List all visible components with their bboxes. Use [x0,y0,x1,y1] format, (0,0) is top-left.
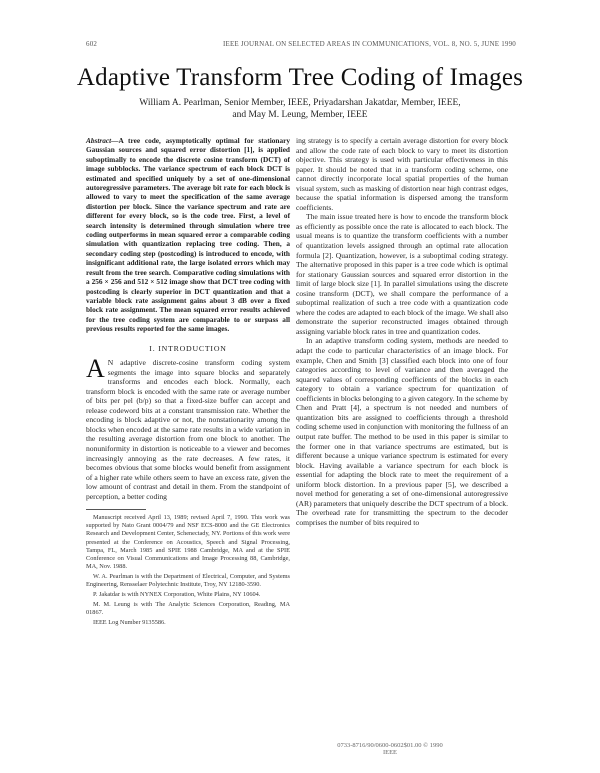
author-list [110,97,490,121]
body-paragraph: The main issue treated here is how to encode the transform block as efficiently as possible once the rate is allocated to each block. The usual means is to quantize the transform coefficients with a number of quantization levels assigned through an optimal rate allocation formula [2]. Quantization, however, is a suboptimal coding strategy. The alternative proposed in this paper is a tree code which is optimal for stationary Gaussian sources and squared error distortion in the limit of large block size [1]. In parallel simulations using the discrete cosine transform (DCT), we shall compare the performance of a suboptimal realization of such a tree code with a quantization code where the codes are adapted to each block of the image. We shall also demonstrate the superior reconstructed images obtained through assigning variable block rates in tree and quantization codes. [296,212,508,336]
author-line-2: and May M. Leung, Member, IEEE [232,110,368,120]
page-number: 602 [86,40,98,48]
footnote-author-pearlman: W. A. Pearlman is with the Department of Electrical, Computer, and Systems Engineering, Rensselaer Polytechnic Institute, Troy, NY 12180-3590. [86,572,290,589]
footnote-manuscript: Manuscript received April 13, 1989; revised April 7, 1990. This work was supported by Nato Grant 0004/79 and NSF ECS-8000 and the GE Electronics Research and Development Center, Schenectady, NY. Portions of this work were presented at the Conference on Acoustics, Speech and Signal Processing, Tampa, FL, March 1985 and SPIE 1988 Cambridge, MA and at the SPIE Conference on Visual Communications and Image Processing 88, Cambridge, MA, Nov. 1988. [86,514,290,570]
body-paragraph: In an adaptive transform coding system, methods are needed to adapt the code to particular characteristics of an image block. For example, Chen and Smith [3] classified each block into one of four categories according to level of variance and then averaged the squared values of corresponding coefficients of the blocks in each category to obtain a variance spectrum for quantization of coefficients in blocks belonging to a given category. In the scheme by Chen and Pratt [4], a spectrum is not needed and numbers of quantization bits are assigned to coefficients through a threshold coding scheme used in conjunction with monitoring the fullness of an output rate buffer. The method to be used in this paper is similar to the former one in that variance spectrums are estimated, but is different because a unique variance spectrum is estimated for every block. Having available a variance spectrum for each block is essential for adapting the block rate to meet the requirement of a uniform block distortion. In a previous paper [5], we described a novel method for generating a set of one-dimensional autoregressive (AR) parameters that uniquely describe the DCT spectrum of a block. The overhead rate for transmitting the spectrum to the decoder comprises the number of bits required to [296,336,508,527]
footnote-rule [86,509,146,510]
footnote-log-number: IEEE Log Number 9135586. [93,619,166,627]
right-column [296,136,508,527]
intro-text: N adaptive discrete-cosine transform coding system segments the image into square blocks and separately transforms and encodes each block. Normally, each transform block is encoded with the same rate or average number of bits per pel (b/p) so that a fixed-size buffer can accept and release codeword bits at a constant transmission rate. Whether the encoding is block adaptive or not, the nonstationarity among the blocks when encoded at the same rate results in a wide variation in the resulting average distortion from one block to another. The nonuniformity in distortion is noticeable to a viewer and becomes increasingly annoying as the rate decreases. A few rates, it becomes obvious that some blocks would benefit from assignment of a higher rate while others seem to have an excess rate, given the low amount of contrast and detail in them. From the standpoint of perception, a better coding [86,358,290,501]
footnotes [86,514,290,627]
paper-title: Adaptive Transform Tree Coding of Images [76,64,524,91]
footnote-author-leung: M. M. Leung is with The Analytic Sciences Corporation, Reading, MA 01867. [86,601,290,617]
footnote-author-jakatdar: P. Jakatdar is with NYNEX Corporation, White Plains, NY 10604. [93,591,261,599]
left-column [86,136,290,630]
abstract-lead: Abstract [86,136,112,145]
running-head [86,40,516,52]
drop-cap: A [86,354,105,384]
abstract [86,136,290,334]
author-line-1: William A. Pearlman, Senior Member, IEEE, Priyadarshan Jakatdar, Member, IEEE, [139,98,461,108]
journal-name: IEEE JOURNAL ON SELECTED AREAS IN COMMUNICATIONS, VOL. 8, NO. 5, JUNE 1990 [222,40,516,48]
section-heading: I. INTRODUCTION [149,343,227,353]
intro-paragraph [86,354,290,501]
body-paragraph: ing strategy is to specify a certain average distortion for every block and allow the code rate of each block to vary to meet its distortion objective. This strategy is used with particular effectiveness in this paper. It should be noted that in a transform coding scheme, one cannot directly incorporate local spatial properties of the human visual system, such as masking of distortion near high contrast edges, because the spatial information is dispersed among the transform coefficients. [296,136,508,212]
copyright-code: 0733-8716/90/0600-0602$01.00 © 1990 IEEE [337,742,443,756]
abstract-text: —A tree code, asymptotically optimal for stationary Gaussian sources and squared error distortion [1], is applied suboptimally to encode the discrete cosine transform (DCT) of image subblocks. The variance spectrum of each block DCT is estimated and specified uniquely by a set of one-dimensional autoregressive parameters. The average bit rate for each block is allowed to vary to meet the specification of the same average distortion per block. Since the variance spectrum and rate are different for every block, so is the code tree. First, a level of search intensity is determined through simulation where tree coding outperforms in mean squared error a comparable coding simulation with quantization replacing tree coding. Then, a secondary coding step (postcoding) is introduced to encode, with insignificant additional rate, the large isolated errors which may result from the tree search. Comparative coding simulations with a 256 × 256 and 512 × 512 image show that DCT tree coding with postcoding is clearly superior in DCT quantization and that a variable block rate assignment gains about 3 dB over a fixed block rate assignment. The mean squared error results achieved for the tree coding system are comparable to or surpass all previous results reported for the same images. [86,136,290,334]
